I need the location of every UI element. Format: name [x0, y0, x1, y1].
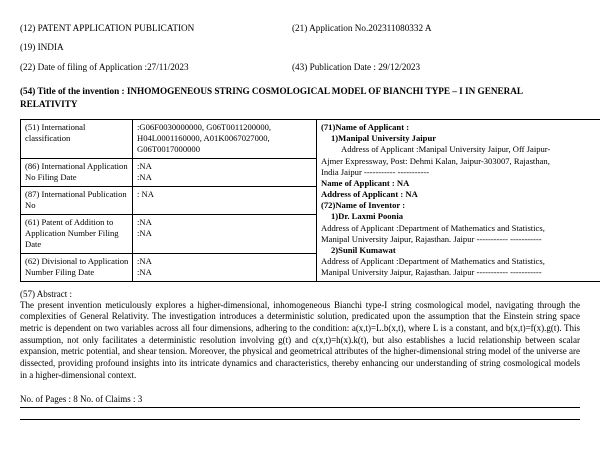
- invention-title-line2: RELATIVITY: [20, 98, 78, 109]
- applicant-address-line-3: India Jaipur ----------- -----------: [321, 166, 430, 177]
- field-label-international-publication: (87) International Publication No: [21, 186, 133, 214]
- publication-date: (43) Publication Date : 29/12/2023: [292, 61, 421, 72]
- intl-app-no-value: :NA: [137, 161, 152, 172]
- header-row-3: [20, 61, 580, 73]
- field-value-international-classification: [133, 120, 317, 159]
- field-label-international-application: (86) International Application No Filing Date: [21, 159, 133, 187]
- field-value-patent-of-addition: [133, 214, 317, 253]
- applicant-name: 1)Manipal University Jaipur: [331, 133, 437, 144]
- field-label-patent-of-addition: (61) Patent of Addition to Application Number Filing Date: [21, 214, 133, 253]
- inventor-2-address-line-1: Address of Applicant :Department of Mathematics and Statistics,: [321, 256, 545, 267]
- bibliographic-table: [20, 119, 600, 281]
- applicant-address-line-2: Ajmer Expressway, Post: Dehmi Kalan, Jaipur-303007, Rajasthan,: [321, 155, 550, 166]
- address-of-applicant-na: Address of Applicant : NA: [321, 189, 418, 200]
- filing-date: (22) Date of filing of Application :27/11/2023: [20, 61, 189, 72]
- classification-line-1: :G06F0030000000, G06T0011200000,: [137, 122, 272, 133]
- field-value-international-application: [133, 159, 317, 187]
- applicant-heading: (71)Name of Applicant :: [321, 122, 410, 133]
- field-value-international-publication: [133, 186, 317, 214]
- application-number: (21) Application No.202311080332 A: [292, 23, 432, 33]
- field-label-international-classification: (51) International classification: [21, 120, 133, 159]
- footer-divider-2: [20, 419, 580, 420]
- classification-line-3: G06T0017000000: [137, 144, 201, 155]
- inventor-1-address-line-1: Address of Applicant :Department of Mathematics and Statistics,: [321, 222, 545, 233]
- patent-addition-filing-date-value: :NA: [137, 227, 152, 238]
- header-right-spacer: [292, 41, 580, 53]
- intl-pub-no-value: : NA: [137, 188, 154, 199]
- divisional-filing-date-value: :NA: [137, 266, 152, 277]
- publication-code: (12) PATENT APPLICATION PUBLICATION: [20, 23, 195, 33]
- abstract-text: The present invention meticulously explores a higher-dimensional, inhomogeneous Bianchi type-I string cosmological model, navigating through the complexities of General Relativity. The investigation introduces a deterministic solution, predicated upon the assumption that the Einstein string space metric is dependent on two variables across all four dimensions, adhering to the condition: a(x,t)=L.b(x,t), where L is a constant, and b(x,t)=f(x).g(t). This assumption, not only facilitates a deterministic resolution involving g(t) and c(x,t)=h(x).k(t), but also establishes a lucid relationship between scalar expansion, metric potential, and shear tension. Moreover, the physical and geometrical attributes of the higher-dimensional string model of the universe are dissected, providing profound insights into its intricate dynamics and characteristics, thereby enhancing our understanding of string cosmological models in a higher-dimensional context.: [20, 299, 580, 380]
- table-row: [21, 120, 600, 159]
- divisional-number-value: :NA: [137, 255, 152, 266]
- country-code: (19) INDIA: [20, 42, 64, 53]
- inventor-2-name: 2)Sunil Kumawat: [331, 245, 396, 255]
- classification-line-2: H04L0001160000, A01K0067027000,: [137, 133, 270, 144]
- applicant-address-line-1: Address of Applicant :Manipal University Jaipur, Off Jaipur-: [341, 144, 551, 155]
- invention-title-line1: (54) Title of the invention : INHOMOGENEOUS STRING COSMOLOGICAL MODEL OF BIANCHI TYPE – I IN GENERAL: [20, 86, 523, 97]
- invention-title: [20, 85, 580, 110]
- inventor-1-address-line-2: Manipal University Jaipur, Rajasthan. Jaipur ----------- -----------: [321, 233, 542, 244]
- inventor-1-name: 1)Dr. Laxmi Poonia: [331, 211, 404, 222]
- inventor-heading: (72)Name of Inventor :: [321, 200, 406, 211]
- header-row-2: [20, 41, 580, 53]
- inventor-2-address-line-2: Manipal University Jaipur, Rajasthan. Jaipur ----------- -----------: [321, 267, 542, 278]
- patent-addition-number-value: :NA: [137, 216, 152, 227]
- field-value-divisional: [133, 253, 317, 281]
- name-of-applicant-na: Name of Applicant : NA: [321, 177, 410, 188]
- abstract-label: (57) Abstract :: [20, 288, 72, 299]
- field-label-divisional: (62) Divisional to Application Number Filing Date: [21, 253, 133, 281]
- pages-claims-note: No. of Pages : 8 No. of Claims : 3: [20, 394, 143, 405]
- header-row-1: [20, 22, 580, 34]
- footer-divider-1: [20, 407, 580, 408]
- applicant-inventor-cell: [317, 120, 600, 281]
- intl-app-filing-date-value: :NA: [137, 172, 152, 183]
